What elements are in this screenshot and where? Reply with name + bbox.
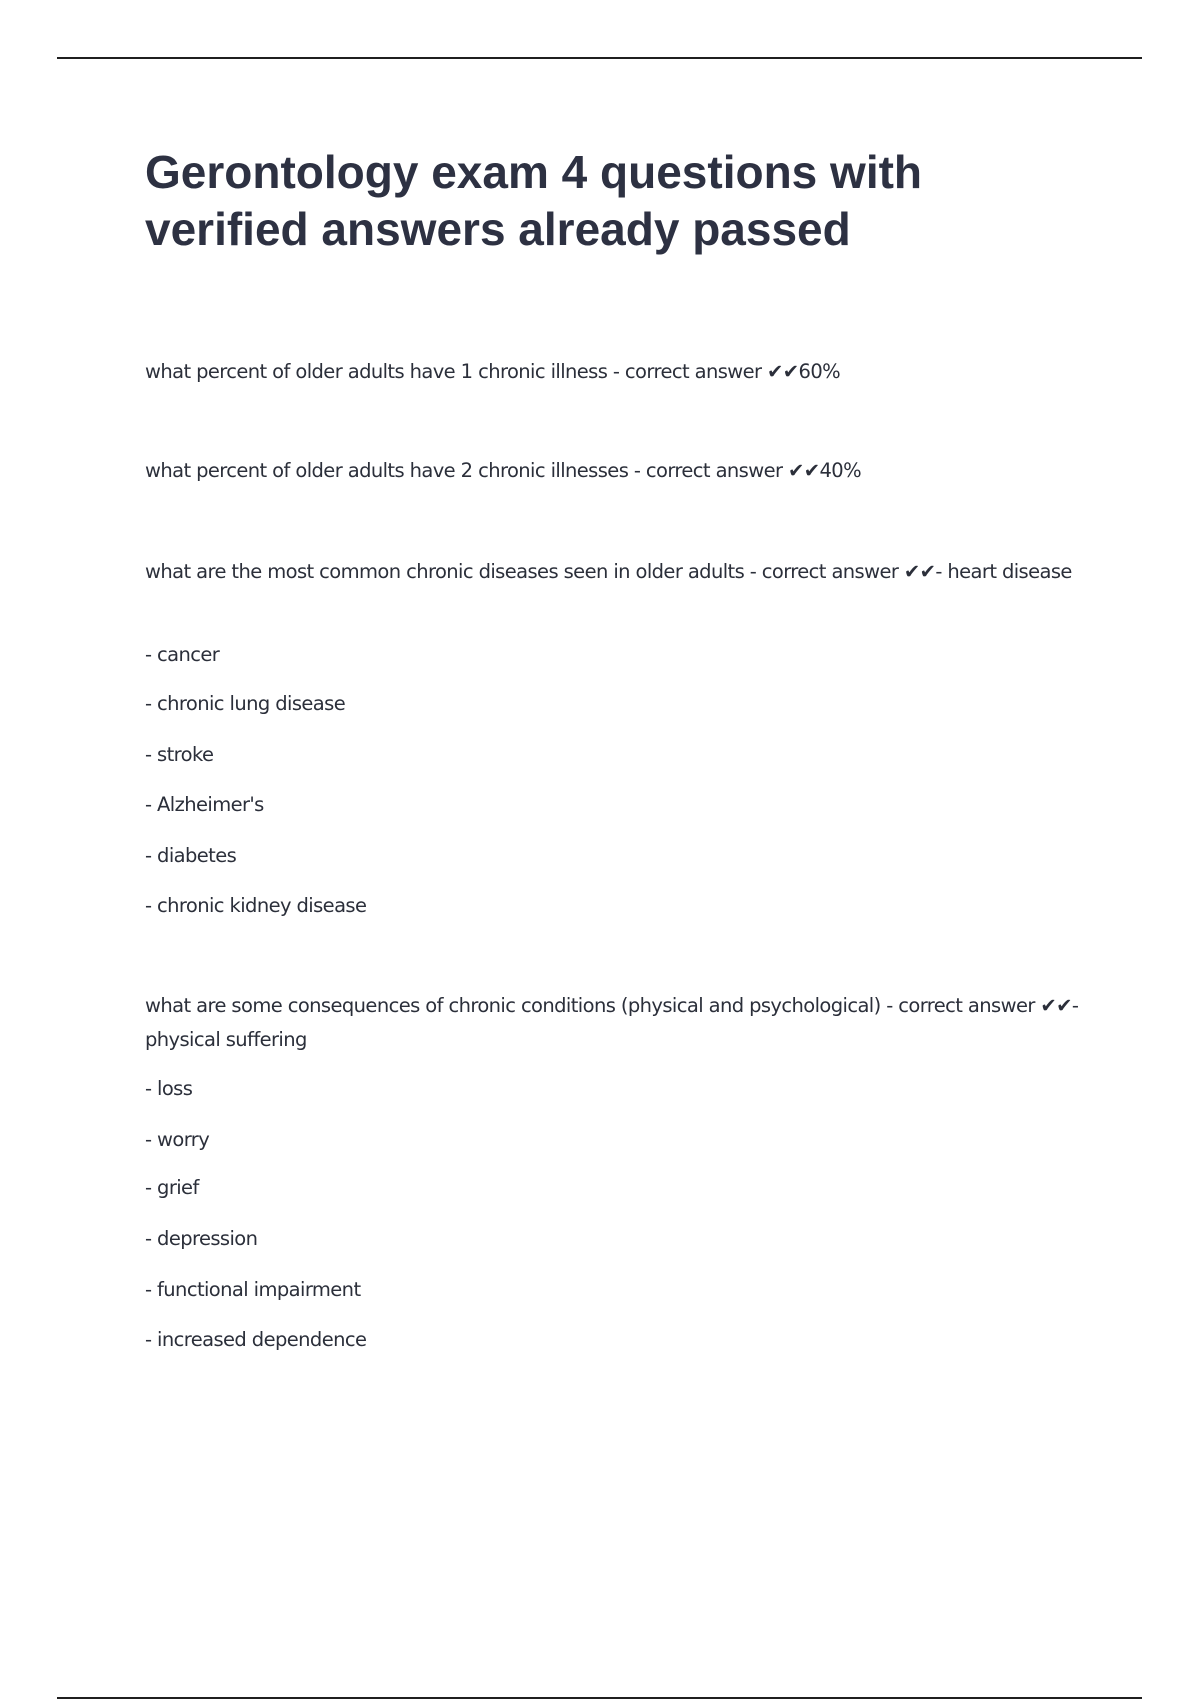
list-item: - worry xyxy=(145,1128,210,1151)
question-answer-text: what are the most common chronic diseases seen in older adults - correct answer ✔✔- heart disease xyxy=(145,560,1072,583)
question-answer-text: what percent of older adults have 1 chronic illness - correct answer ✔✔60% xyxy=(145,360,841,383)
list-item: - Alzheimer's xyxy=(145,793,264,816)
qa-block-1 xyxy=(145,355,1095,389)
list-item: - loss xyxy=(145,1077,193,1100)
list-item: - depression xyxy=(145,1227,258,1250)
list-item: - chronic lung disease xyxy=(145,692,346,715)
qa-block-3 xyxy=(145,555,1095,917)
qa-block-4 xyxy=(145,989,1095,1351)
list-item: - increased dependence xyxy=(145,1328,367,1351)
list-item: - cancer xyxy=(145,643,220,666)
list-item: - grief xyxy=(145,1176,199,1199)
footer-rule xyxy=(57,1697,1142,1699)
list-item: - stroke xyxy=(145,743,214,766)
question-answer-text: what percent of older adults have 2 chronic illnesses - correct answer ✔✔40% xyxy=(145,459,862,482)
document-title: Gerontology exam 4 questions with verified answers already passed xyxy=(145,146,923,255)
list-item: - diabetes xyxy=(145,844,237,867)
header-rule xyxy=(57,57,1142,59)
list-item: - functional impairment xyxy=(145,1278,361,1301)
list-item: - chronic kidney disease xyxy=(145,894,367,917)
question-answer-text: what are some consequences of chronic conditions (physical and psychological) - correct answer ✔✔- physical suffering xyxy=(145,994,1079,1051)
qa-block-2 xyxy=(145,454,1095,488)
